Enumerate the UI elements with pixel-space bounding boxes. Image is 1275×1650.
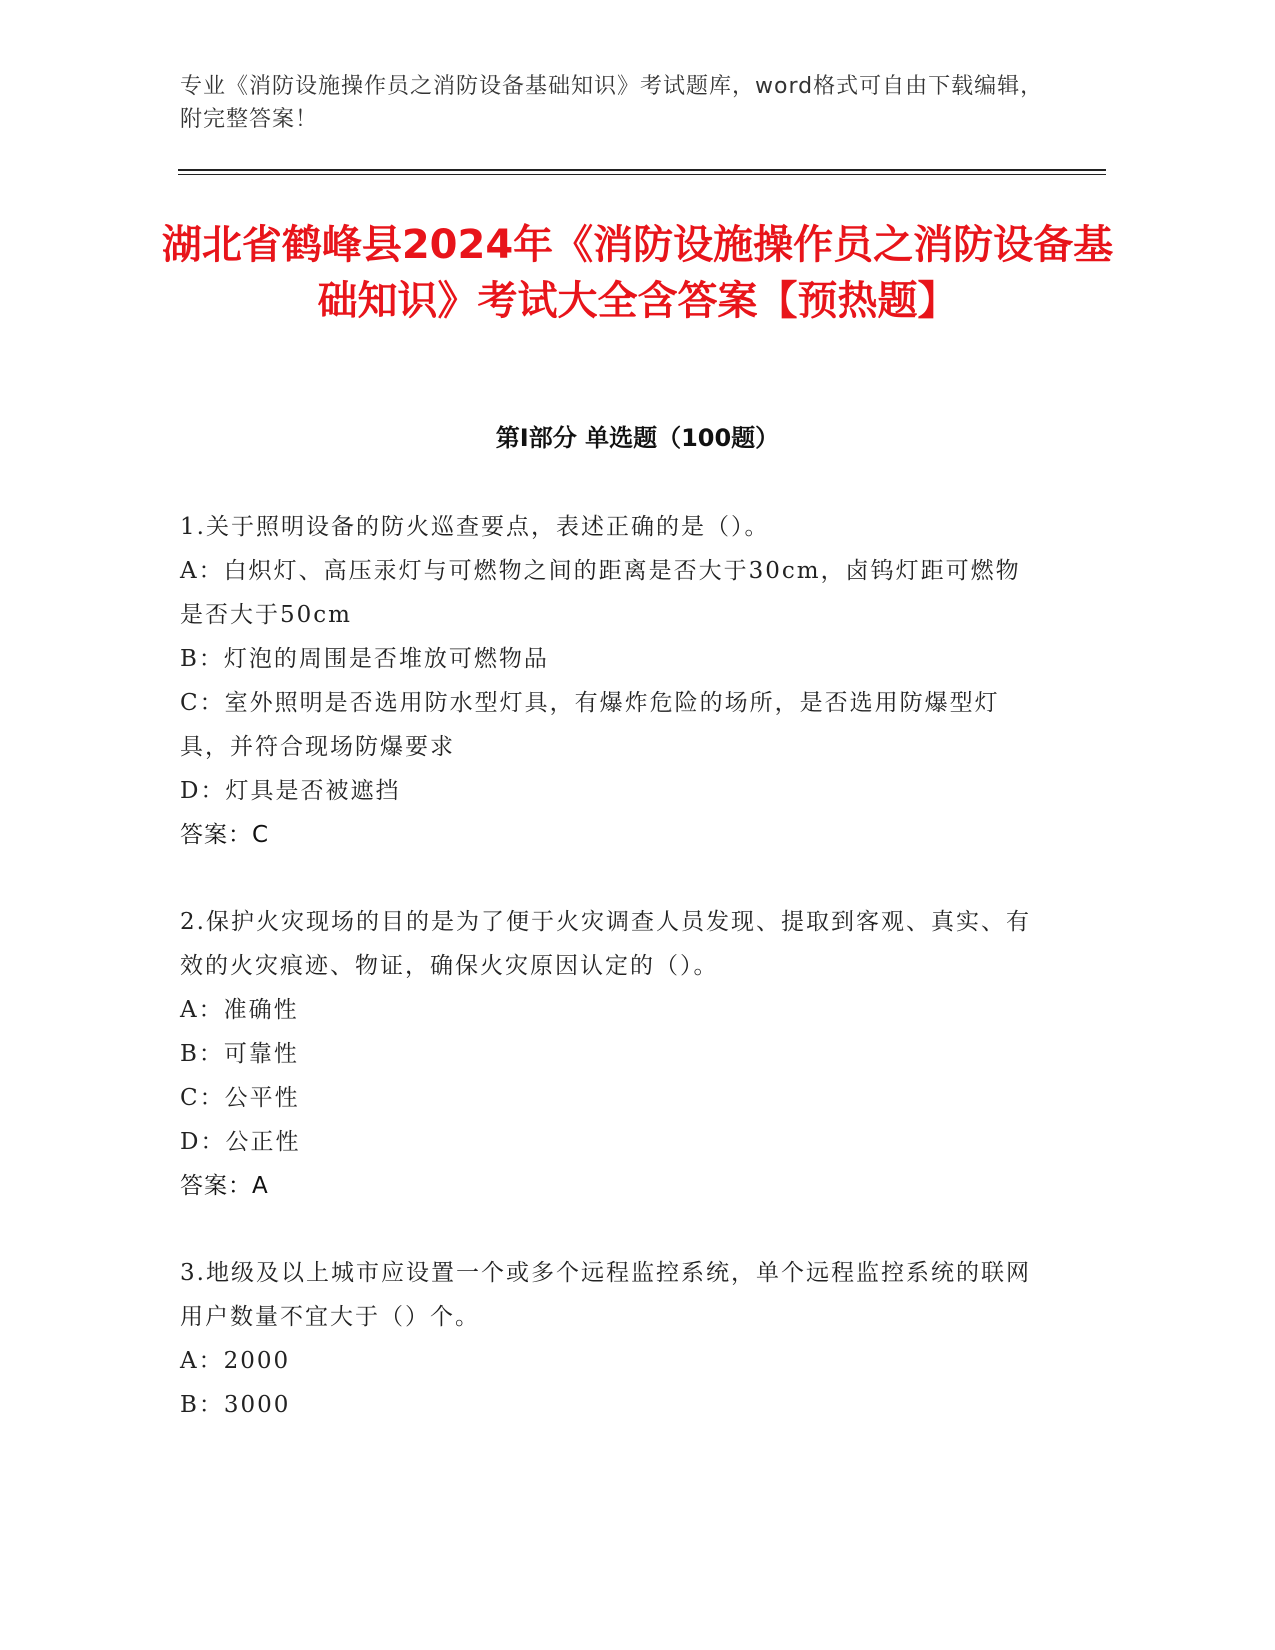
question-stem: 1.关于照明设备的防火巡查要点，表述正确的是（）。: [180, 514, 770, 540]
option-b: B：可靠性: [180, 1041, 299, 1067]
header-divider-thin: [178, 174, 1106, 175]
question-stem: 2.保护火灾现场的目的是为了便于火灾调查人员发现、提取到客观、真实、有效的火灾痕迹、物证，确保火灾原因认定的（）。: [180, 909, 1031, 979]
question-3: [180, 1251, 1040, 1427]
option-b: B：3000: [180, 1392, 291, 1418]
option-a: A：白炽灯、高压汞灯与可燃物之间的距离是否大于30cm，卤钨灯距可燃物是否大于50cm: [180, 558, 1021, 628]
answer: 答案：A: [180, 1173, 269, 1199]
question-2: [180, 900, 1040, 1208]
question-stem: 3.地级及以上城市应设置一个或多个远程监控系统，单个远程监控系统的联网用户数量不宜大于（）个。: [180, 1260, 1031, 1330]
option-d: D：灯具是否被遮挡: [180, 778, 401, 804]
option-a: A：准确性: [180, 997, 299, 1023]
option-b: B：灯泡的周围是否堆放可燃物品: [180, 646, 549, 672]
question-1: [180, 505, 1040, 857]
header-note: 专业《消防设施操作员之消防设备基础知识》考试题库，word格式可自由下载编辑，附完整答案！: [180, 74, 1044, 132]
question-list: [180, 505, 1040, 1470]
option-c: C：室外照明是否选用防水型灯具，有爆炸危险的场所，是否选用防爆型灯具，并符合现场防爆要求: [180, 690, 1000, 760]
option-a: A：2000: [180, 1348, 291, 1374]
document-title: 湖北省鹤峰县2024年《消防设施操作员之消防设备基础知识》考试大全含答案【预热题】: [161, 222, 1114, 324]
option-d: D：公正性: [180, 1129, 301, 1155]
section-title: 第Ⅰ部分 单选题（100题）: [495, 424, 780, 452]
option-c: C：公平性: [180, 1085, 300, 1111]
answer: 答案：C: [180, 822, 270, 848]
header-divider: [178, 169, 1106, 171]
